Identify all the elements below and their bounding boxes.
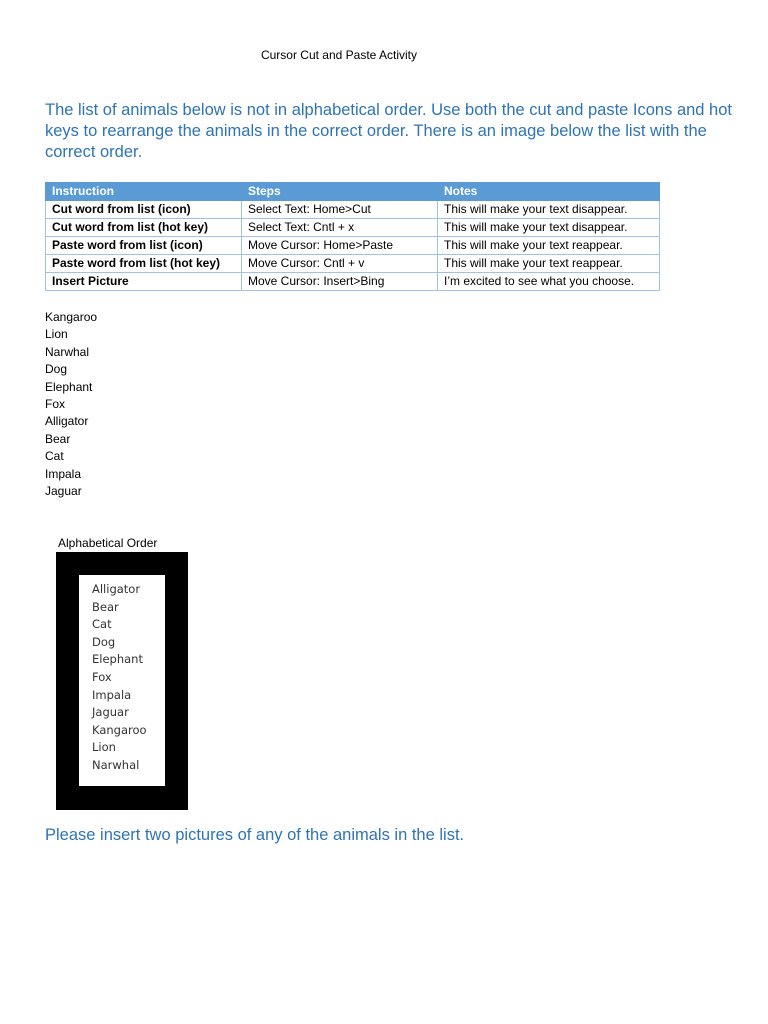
animal-list — [45, 309, 97, 500]
animal-list-item[interactable]: Narwhal — [45, 344, 90, 359]
alphabetical-list-item: Dog — [92, 634, 116, 649]
animal-list-item[interactable]: Elephant — [45, 379, 93, 394]
table-row — [46, 273, 660, 291]
alphabetical-list-item: Impala — [92, 687, 132, 702]
table-cell-notes: This will make your text reappear. — [438, 255, 660, 273]
table-row — [46, 219, 660, 237]
document-title: Cursor Cut and Paste Activity — [260, 48, 418, 62]
alphabetical-list-item: Narwhal — [92, 757, 140, 772]
alphabetical-order-panel — [79, 575, 165, 786]
animal-list-item[interactable]: Impala — [45, 466, 82, 481]
alphabetical-list — [79, 575, 165, 775]
table-cell-instruction: Cut word from list (hot key) — [46, 219, 242, 237]
alphabetical-list-item: Alligator — [92, 582, 141, 596]
table-row — [46, 237, 660, 255]
table-cell-instruction: Insert Picture — [46, 273, 242, 291]
table-header-instruction: Instruction — [46, 183, 242, 201]
table-cell-steps: Move Cursor: Insert>Bing — [242, 273, 438, 291]
animal-list-item[interactable]: Fox — [45, 397, 66, 412]
animal-list-item[interactable]: Jaguar — [45, 484, 82, 499]
alphabetical-list-item: Bear — [92, 599, 119, 614]
alphabetical-order-image[interactable] — [56, 552, 188, 810]
instruction-table — [45, 182, 660, 291]
table-row — [46, 255, 660, 273]
animal-list-item[interactable]: Bear — [45, 431, 71, 446]
alphabetical-list-item: Lion — [92, 740, 116, 755]
table-cell-notes: This will make your text disappear. — [438, 219, 660, 237]
table-cell-instruction: Paste word from list (icon) — [46, 237, 242, 255]
table-header-row — [46, 183, 660, 201]
closing-instruction: Please insert two pictures of any of the animals in the list. — [45, 826, 465, 844]
table-cell-steps: Move Cursor: Cntl + v — [242, 255, 438, 273]
alphabetical-list-item: Elephant — [92, 652, 143, 667]
table-row — [46, 201, 660, 219]
alphabetical-list-item: Fox — [92, 669, 112, 684]
table-cell-instruction: Paste word from list (hot key) — [46, 255, 242, 273]
table-header-notes: Notes — [438, 183, 660, 201]
animal-list-item[interactable]: Lion — [45, 327, 68, 342]
table-cell-instruction: Cut word from list (icon) — [46, 201, 242, 219]
table-cell-steps: Select Text: Cntl + x — [242, 219, 438, 237]
table-cell-notes: This will make your text reappear. — [438, 237, 660, 255]
table-cell-notes: I’m excited to see what you choose. — [438, 273, 660, 291]
table-cell-steps: Select Text: Home>Cut — [242, 201, 438, 219]
table-header-steps: Steps — [242, 183, 438, 201]
animal-list-item[interactable]: Alligator — [45, 414, 89, 429]
animal-list-item[interactable]: Cat — [45, 449, 64, 464]
table-cell-notes: This will make your text disappear. — [438, 201, 660, 219]
table-cell-steps: Move Cursor: Home>Paste — [242, 237, 438, 255]
alphabetical-list-item: Jaguar — [92, 705, 129, 720]
intro-paragraph: The list of animals below is not in alphabetical order. Use both the cut and paste Icons and hot keys to rearrange the animals in the correct order. There is an image below the list with the correct order. — [45, 101, 732, 161]
figure-caption: Alphabetical Order — [58, 536, 158, 550]
alphabetical-list-item: Cat — [92, 617, 112, 632]
animal-list-item[interactable]: Kangaroo — [45, 310, 98, 324]
animal-list-item[interactable]: Dog — [45, 362, 68, 377]
alphabetical-list-item: Kangaroo — [92, 722, 147, 737]
